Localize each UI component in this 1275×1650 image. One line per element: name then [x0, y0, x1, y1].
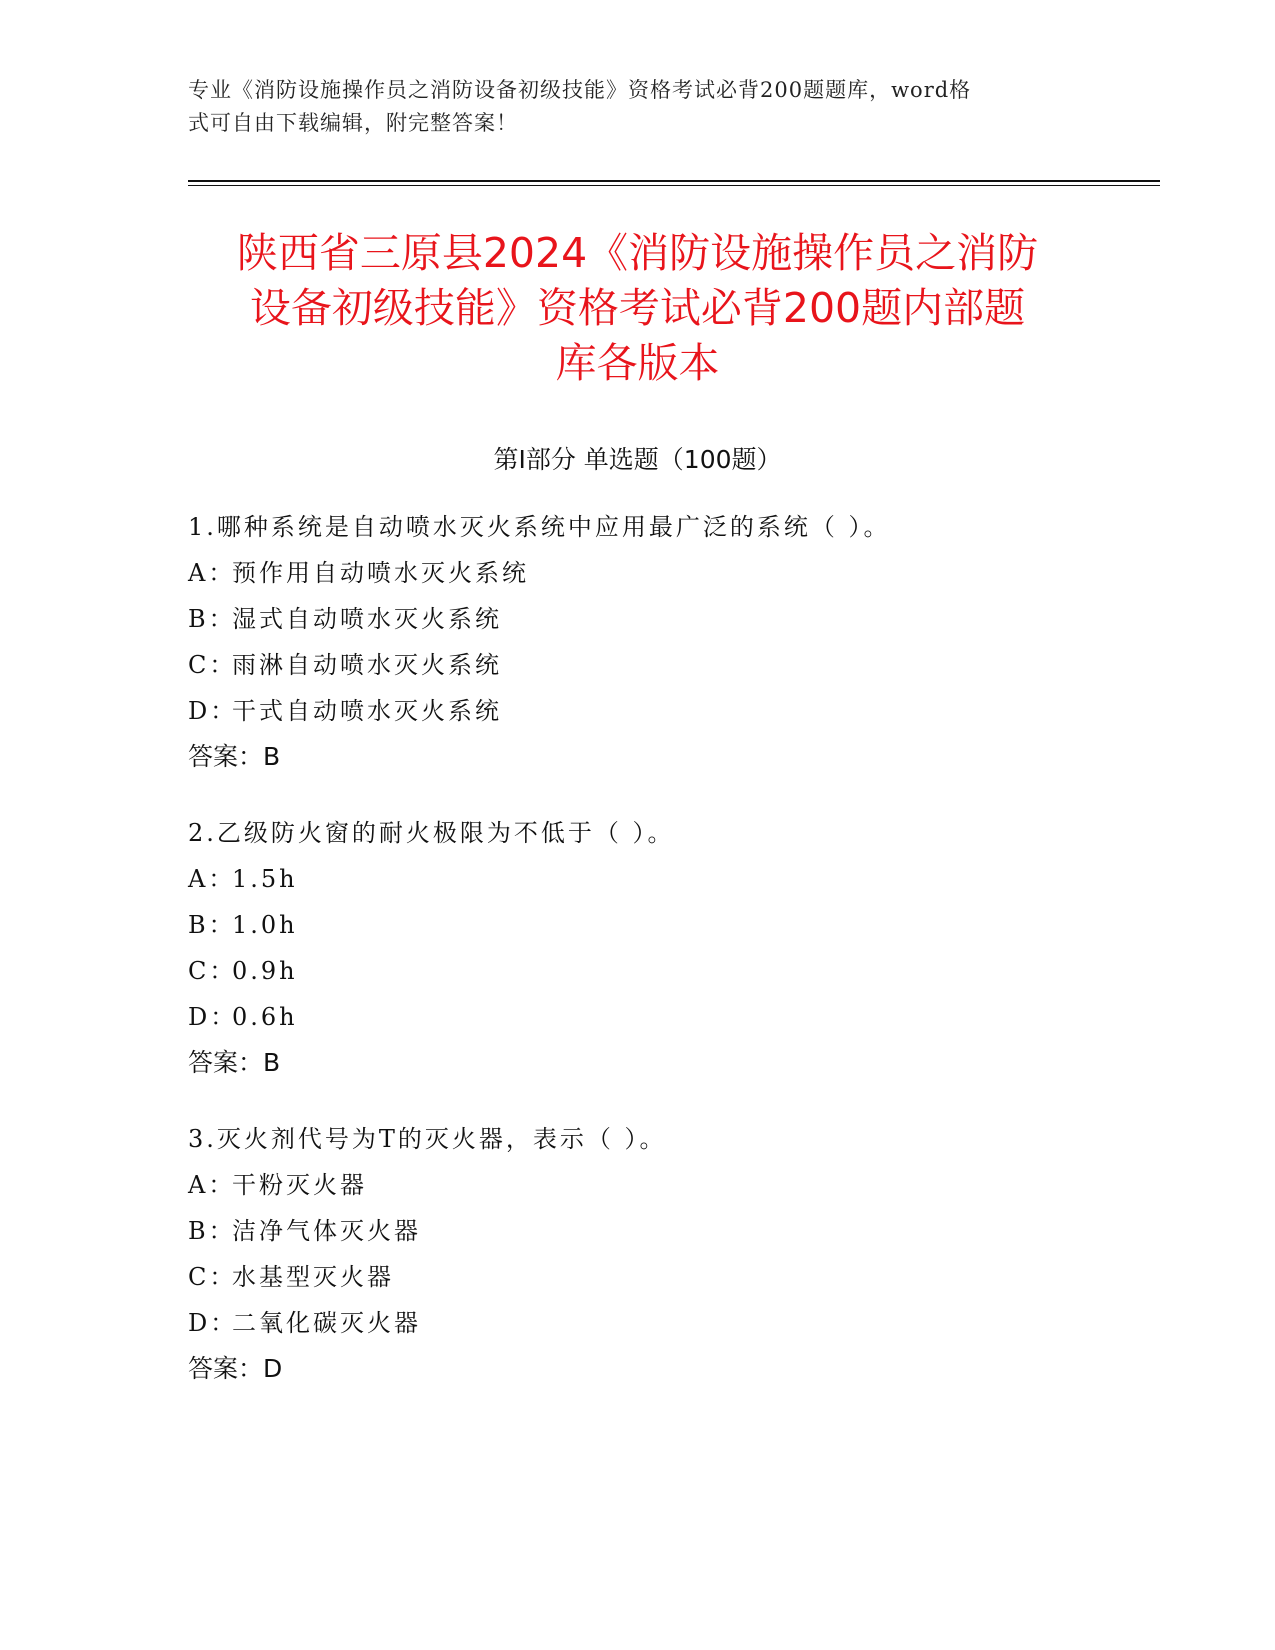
document-title [150, 226, 1125, 391]
header-note-line: 专业《消防设施操作员之消防设备初级技能》资格考试必背200题题库，word格 [188, 78, 972, 102]
option-row [188, 994, 1138, 1040]
option-letter: C： [188, 651, 237, 679]
option-row [188, 902, 1138, 948]
option-letter: A： [188, 865, 236, 893]
option-text: 干式自动喷水灭火系统 [232, 697, 502, 725]
question-stem: 2.乙级防火窗的耐火极限为不低于（ ）。 [188, 819, 675, 847]
option-letter: B： [188, 605, 236, 633]
header-note-line: 式可自由下载编辑，附完整答案！ [188, 111, 518, 135]
option-letter: A： [188, 1171, 236, 1199]
option-row [188, 948, 1138, 994]
title-line: 库各版本 [555, 339, 720, 387]
option-text: 干粉灭火器 [232, 1171, 367, 1199]
option-row [188, 1162, 1138, 1208]
option-letter: C： [188, 1263, 237, 1291]
option-row [188, 642, 1138, 688]
answer-line: 答案：B [188, 1048, 281, 1077]
option-letter: A： [188, 559, 236, 587]
option-text: 雨淋自动喷水灭火系统 [232, 651, 502, 679]
option-text: 湿式自动喷水灭火系统 [232, 605, 502, 633]
option-row [188, 1208, 1138, 1254]
option-text: 水基型灭火器 [232, 1263, 394, 1291]
option-text: 1.5h [232, 865, 298, 893]
option-letter: C： [188, 957, 237, 985]
option-letter: D： [188, 1003, 238, 1031]
answer-line: 答案：D [188, 1354, 283, 1383]
option-text: 1.0h [232, 911, 298, 939]
option-row [188, 688, 1138, 734]
option-letter: D： [188, 1309, 238, 1337]
option-letter: D： [188, 697, 238, 725]
question-stem: 1.哪种系统是自动喷水灭火系统中应用最广泛的系统（ ）。 [188, 513, 891, 541]
question-block [188, 504, 1138, 780]
option-letter: B： [188, 1217, 236, 1245]
option-text: 二氧化碳灭火器 [232, 1309, 421, 1337]
question-block [188, 810, 1138, 1086]
option-text: 洁净气体灭火器 [232, 1217, 421, 1245]
title-line: 设备初级技能》资格考试必背200题内部题 [249, 284, 1026, 332]
question-stem: 3.灭火剂代号为T的灭火器，表示（ ）。 [188, 1125, 667, 1153]
answer-line: 答案：B [188, 742, 281, 771]
option-row [188, 1300, 1138, 1346]
option-row [188, 550, 1138, 596]
option-text: 预作用自动喷水灭火系统 [232, 559, 529, 587]
section-heading: 第Ⅰ部分 单选题（100题） [493, 445, 782, 474]
option-row [188, 596, 1138, 642]
option-letter: B： [188, 911, 236, 939]
header-note [188, 74, 1088, 140]
question-block [188, 1116, 1138, 1392]
option-text: 0.9h [232, 957, 298, 985]
option-row [188, 1254, 1138, 1300]
option-row [188, 856, 1138, 902]
title-line: 陕西省三原县2024《消防设施操作员之消防 [236, 229, 1039, 277]
header-divider [188, 180, 1160, 182]
header-divider [188, 185, 1160, 186]
option-text: 0.6h [232, 1003, 298, 1031]
